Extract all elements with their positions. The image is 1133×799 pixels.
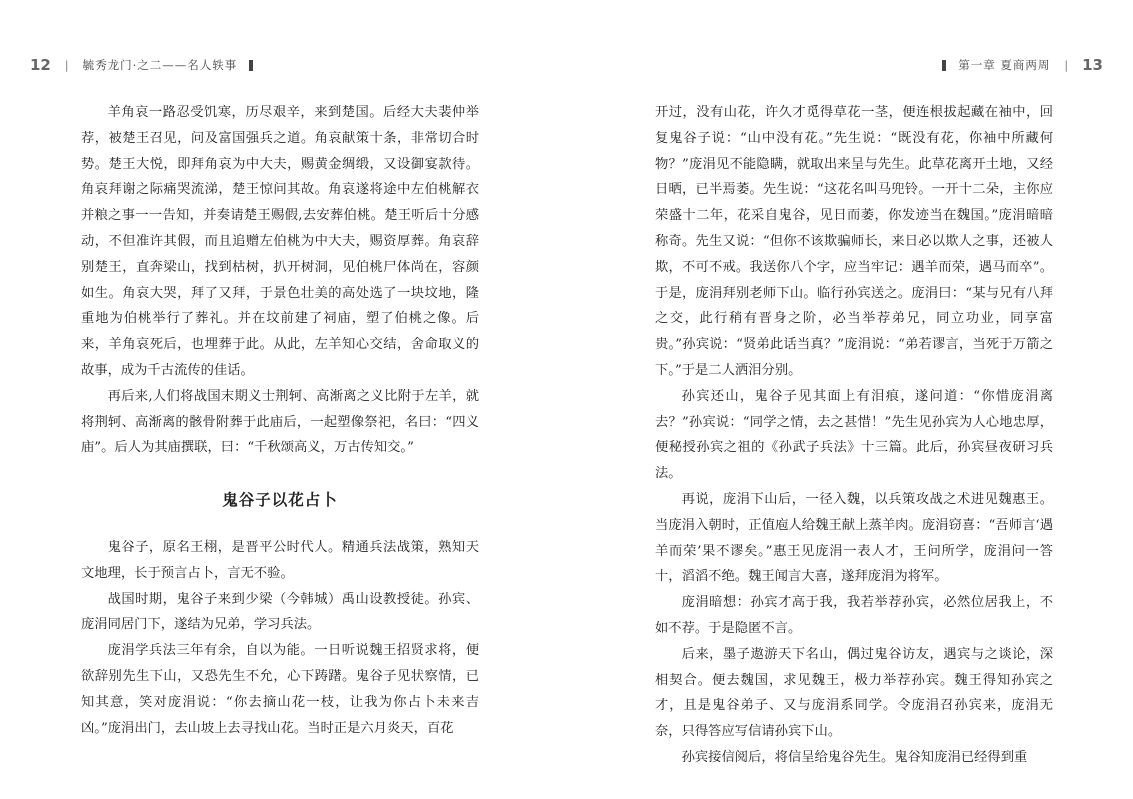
left-page-number: 12 — [30, 56, 51, 74]
left-page-body — [81, 100, 479, 741]
section-title: 鬼谷子以花占卜 — [222, 490, 338, 510]
paragraph: 战国时期，鬼谷子来到少梁（今韩城）禹山设教授徒。孙宾、庞涓同居门下，遂结为兄弟，学习兵法。 — [81, 591, 479, 633]
right-page-number: 13 — [1082, 56, 1103, 74]
right-page-header — [930, 54, 1103, 76]
right-page-body — [655, 100, 1053, 771]
paragraph: 庞涓暗想：孙宾才高于我，我若举荐孙宾，必然位居我上，不如不荐。于是隐匿不言。 — [655, 595, 1053, 636]
left-page-header — [30, 54, 265, 76]
paragraph: 羊角哀一路忍受饥寒，历尽艰辛，来到楚国。后经大夫裴仲举荐，被楚王召见，问及富国强兵之道。角哀献策十条，非常切合时势。楚王大悦，即拜角哀为中大夫，赐黄金绸缎，又设御宴款待。角哀拜谢之际痛哭流涕，楚王惊问其故。角哀遂将途中左伯桃解衣并粮之事一一告知，并奏请楚王赐假,去安葬伯桃。楚王听后十分感动，不但准许其假，而且追赠左伯桃为中大夫，赐资厚葬。角哀辞别楚王，直奔梁山，找到枯树，扒开树洞，见伯桃尸体尚在，容颜如生。角哀大哭，拜了又拜，于景色壮美的高处选了一块坟地，隆重地为伯桃举行了葬礼。并在坟前建了祠庙，塑了伯桃之像。后来，羊角哀死后，也埋葬于此。从此，左羊知心交结，舍命取义的故事，成为千古流传的佳话。 — [81, 105, 479, 378]
chapter-title: 第一章 夏商两周 — [958, 58, 1051, 72]
right-header-separator: | — [1064, 58, 1069, 72]
paragraph: 孙宾接信阅后，将信呈给鬼谷先生。鬼谷知庞涓已经得到重 — [681, 749, 1028, 765]
paragraph-continuation: 开过，没有山花，许久才觅得草花一茎，便连根拔起藏在袖中，回复鬼谷子说：“山中没有花。”先生说：“既没有花，你袖中所藏何物？”庞涓见不能隐瞒，就取出来呈与先生。此草花离开土地，又经日晒，已半焉萎。先生说：“这花名叫马兜铃。一开十二朵，主你应荣盛十二年，花采自鬼谷，见日而萎，你发迹当在魏国。”庞涓暗暗称奇。先生又说：“但你不该欺骗师长，来日必以欺人之事，还被人欺，不可不戒。我送你八个字，应当牢记：遇羊而荣，遇马而卒”。于是，庞涓拜别老师下山。临行孙宾送之。庞涓曰：“某与兄有八拜之交，此行稍有晋身之阶，必当举荐弟兄，同立功业，同享富贵。”孙宾说：“贤弟此话当真？”庞涓说：“弟若谬言，当死于万箭之下。”于是二人洒泪分别。 — [655, 105, 1053, 378]
paragraph: 再说，庞涓下山后，一径入魏，以兵策攻战之术进见魏惠王。当庞涓入朝时，正值庖人给魏王献上蒸羊肉。庞涓窃喜：“吾师言‘遇羊而荣’果不谬矣。”惠王见庞涓一表人才，王问所学，庞涓问一答十，滔滔不绝。魏王闻言大喜，遂拜庞涓为将军。 — [655, 491, 1053, 585]
right-header-bar-icon — [942, 60, 946, 71]
paragraph: 鬼谷子，原名王栩，是晋平公时代人。精通兵法战策，熟知天文地理，长于预言占卜，言无不验。 — [81, 539, 479, 581]
left-header-bar-icon — [249, 60, 253, 71]
book-title: 毓秀龙门·之二——名人轶事 — [82, 58, 238, 72]
left-header-separator: | — [64, 58, 69, 72]
paragraph: 再后来,人们将战国末期义士荆轲、高渐离之义比附于左羊，就将荆轲、高渐离的骸骨附葬于此庙后，一起塑像祭祀，名曰：“四义庙”。后人为其庙撰联，曰：“千秋颂高义，万古传知交。” — [81, 388, 479, 456]
paragraph: 庞涓学兵法三年有余，自以为能。一日听说魏王招贤求将，便欲辞别先生下山，又恐先生不允，心下踌躇。鬼谷子见状察情，已知其意，笑对庞涓说：“你去摘山花一枝，让我为你占卜未来吉凶。”庞涓出门，去山坡上去寻找山花。当时正是六月炎天，百花 — [81, 643, 479, 736]
paragraph: 后来，墨子遨游天下名山，偶过鬼谷访友，遇宾与之谈论，深相契合。便去魏国，求见魏王，极力举荐孙宾。魏王得知孙宾之才，且是鬼谷弟子、又与庞涓系同学。令庞涓召孙宾来，庞涓无奈，只得答应写信请孙宾下山。 — [655, 646, 1053, 740]
paragraph: 孙宾还山，鬼谷子见其面上有泪痕，遂问道：“你惜庞涓离去？”孙宾说：“同学之情，去之甚惜！”先生见孙宾为人心地忠厚，便秘授孙宾之祖的《孙武子兵法》十三篇。此后，孙宾昼夜研习兵法。 — [655, 388, 1053, 482]
